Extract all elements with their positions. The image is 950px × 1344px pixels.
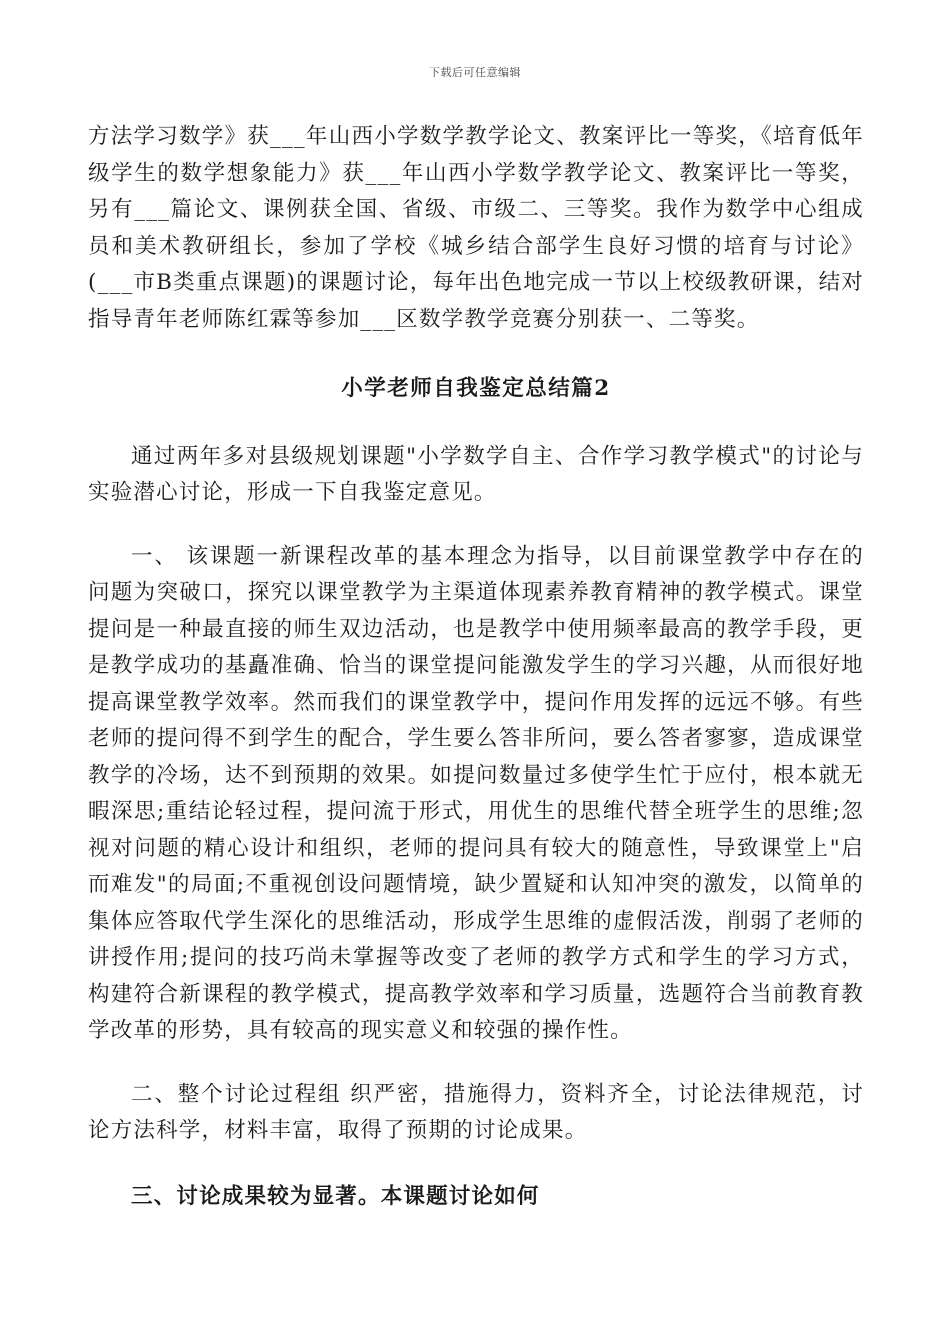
document-body xyxy=(88,119,864,1215)
paragraph-one: 一、 该课题一新课程改革的基本理念为指导，以目前课堂教学中存在的问题为突破口，探究以课堂教学为主渠道体现素养教育精神的教学模式。课堂提问是一种最直接的师生双边活动，也是教学中使用频率最高的教学手段，更是教学成功的基矗准确、恰当的课堂提问能激发学生的学习兴趣，从而很好地提高课堂教学效率。然而我们的课堂教学中，提问作用发挥的远远不够。有些老师的提问得不到学生的配合，学生要么答非所问，要么答者寥寥，造成课堂教学的冷场，达不到预期的效果。如提问数量过多使学生忙于应付，根本就无暇深思;重结论轻过程，提问流于形式，用优生的思维代替全班学生的思维;忽视对问题的精心设计和组织，老师的提问具有较大的随意性，导致课堂上"启而难发"的局面;不重视创设问题情境，缺少置疑和认知冲突的激发，以简单的集体应答取代学生深化的思维活动，形成学生思维的虚假活泼，削弱了老师的讲授作用;提问的技巧尚未掌握等改变了老师的教学方式和学生的学习方式，构建符合新课程的教学模式，提高教学效率和学习质量，选题符合当前教育教学改革的形势，具有较高的现实意义和较强的操作性。 xyxy=(88,543,864,1043)
header-note: 下载后可任意编辑 xyxy=(429,66,521,79)
section-title: 小学老师自我鉴定总结篇2 xyxy=(341,376,611,401)
paragraph-continued: 方法学习数学》获___年山西小学数学教学论文、教案评比一等奖，《培育低年级学生的数学想象能力》获___年山西小学数学教学论文、教案评比一等奖，另有___篇论文、课例获全国、省级、市级二、三等奖。我作为数学中心组成员和美术教研组长，参加了学校《城乡结合部学生良好习惯的培育与讨论》(___市B类重点课题)的课题讨论，每年出色地完成一节以上校级教研课，结对指导青年老师陈红霖等参加___区数学教学竞赛分别获一、二等奖。 xyxy=(88,124,864,332)
paragraph-two: 二、整个讨论过程组 织严密，措施得力，资料齐全，讨论法律规范，讨论方法科学，材料丰富，取得了预期的讨论成果。 xyxy=(88,1081,864,1143)
paragraph-gap xyxy=(88,512,864,539)
paragraph-three-heading: 三、讨论成果较为显著。本课题讨论如何 xyxy=(131,1183,540,1209)
paragraph-intro: 通过两年多对县级规划课题"小学数学自主、合作学习教学模式"的讨论与实验潜心讨论，形成一下自我鉴定意见。 xyxy=(88,443,864,505)
paragraph-gap xyxy=(88,1050,864,1077)
